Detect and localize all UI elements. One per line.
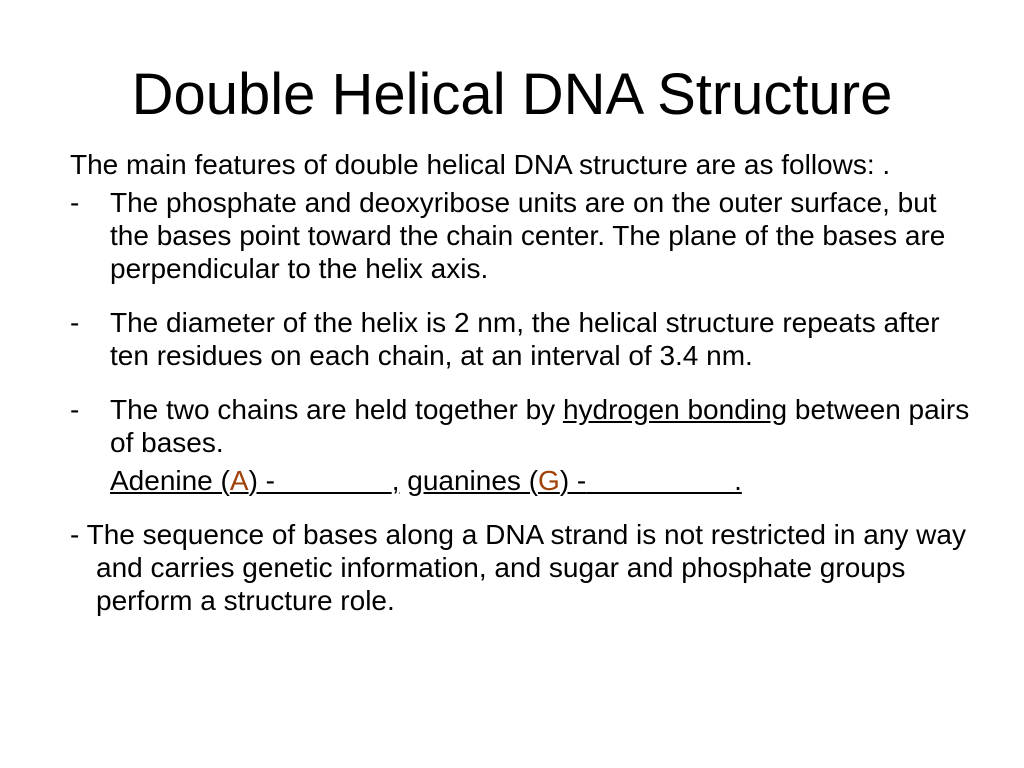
comma-separator: ,: [391, 465, 400, 496]
bullet-text: The phosphate and deoxyribose units are on the outer surface, but the bases point toward the chain center. The plane of the bases are perpendicular to the helix axis.: [110, 187, 946, 284]
slide-body: [70, 148, 980, 617]
hydrogen-bonding-link: hydrogen bonding: [562, 394, 788, 425]
bullet-dash: -: [70, 394, 80, 425]
adenine-letter: A: [229, 465, 249, 496]
final-paragraph: - The sequence of bases along a DNA strand is not restricted in any way and carries genetic information, and sugar and phosphate groups perform a structure role.: [70, 519, 966, 616]
guanine-suffix: ) -: [559, 465, 587, 496]
bullet-text-end: between pairs of bases.: [110, 394, 970, 458]
base-pairs-line: [70, 464, 980, 497]
bullet-text: The diameter of the helix is 2 nm, the helical structure repeats after ten residues on each chain, at an interval of 3.4 nm.: [110, 307, 940, 371]
adenine-pair-blank: [275, 464, 392, 497]
intro-paragraph: The main features of double helical DNA structure are as follows: .: [70, 149, 891, 180]
guanine-pair-blank: [586, 464, 734, 497]
guanine-label: guanines (: [407, 465, 539, 496]
bullet-item: [70, 393, 980, 459]
bullet-item: [70, 186, 980, 285]
bullet-dash: -: [70, 187, 80, 218]
bullet-text-start: The two chains are held together by: [110, 394, 563, 425]
guanine-letter: G: [538, 465, 560, 496]
line-period: .: [734, 465, 742, 496]
adenine-label: Adenine (: [110, 465, 230, 496]
bullet-dash: -: [70, 307, 80, 338]
adenine-suffix: ) -: [248, 465, 275, 496]
bullet-item: [70, 306, 980, 372]
slide-title: Double Helical DNA Structure: [131, 62, 893, 127]
